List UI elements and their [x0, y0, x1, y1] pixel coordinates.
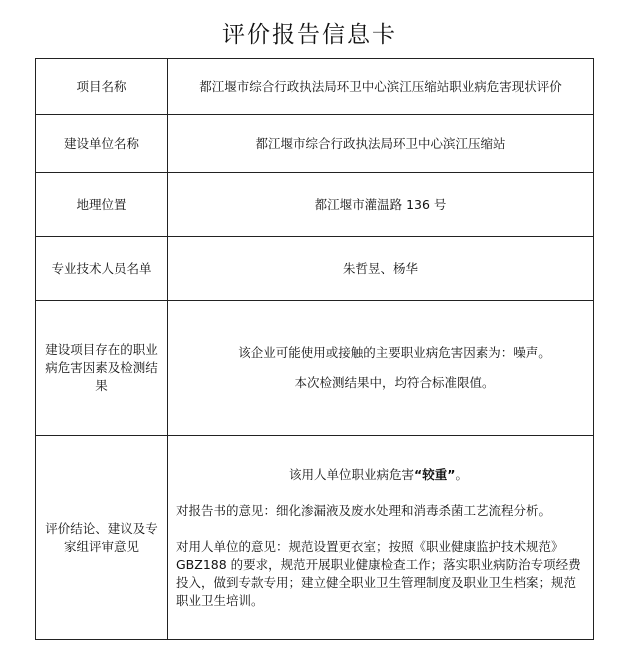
unit-name-value: 都江堰市综合行政执法局环卫中心滨江压缩站 — [168, 115, 594, 173]
conclusion-head-rating: “较重” — [414, 466, 456, 482]
location-label: 地理位置 — [36, 173, 168, 237]
conclusion-headline — [176, 466, 581, 484]
project-name-value: 都江堰市综合行政执法局环卫中心滨江压缩站职业病危害现状评价 — [168, 59, 594, 115]
info-card-table — [35, 58, 594, 640]
page-title: 评价报告信息卡 — [222, 22, 397, 48]
personnel-value: 朱哲昱、杨华 — [168, 237, 594, 301]
hazards-value — [168, 301, 594, 436]
conclusion-head-prefix: 该用人单位职业病危害 — [289, 466, 415, 482]
personnel-label: 专业技术人员名单 — [36, 237, 168, 301]
row-conclusion — [36, 436, 594, 640]
conclusion-head-suffix: 。 — [455, 466, 468, 482]
hazards-label: 建设项目存在的职业病危害因素及检测结果 — [36, 301, 168, 436]
row-hazards — [36, 301, 594, 436]
row-location — [36, 173, 594, 237]
hazards-line-1: 该企业可能使用或接触的主要职业病危害因素为：噪声。 — [238, 345, 551, 360]
location-value: 都江堰市灌温路 136 号 — [168, 173, 594, 237]
employer-opinion: 对用人单位的意见：规范设置更衣室；按照《职业健康监护技术规范》GBZ188 的要求，规范开展职业健康检查工作；落实职业病防治专项经费投入，做到专款专用；建立健全职业卫生管理制度及职业卫生档案；规范职业卫生培训。 — [176, 538, 581, 608]
hazards-line-2: 本次检测结果中，均符合标准限值。 — [294, 375, 495, 390]
unit-name-label: 建设单位名称 — [36, 115, 168, 173]
report-opinion: 对报告书的意见：细化渗漏液及废水处理和消毒杀菌工艺流程分析。 — [176, 502, 552, 518]
conclusion-label: 评价结论、建议及专家组评审意见 — [36, 436, 168, 640]
row-unit-name — [36, 115, 594, 173]
row-personnel — [36, 237, 594, 301]
project-name-label: 项目名称 — [36, 59, 168, 115]
row-project-name — [36, 59, 594, 115]
conclusion-value — [168, 436, 594, 640]
